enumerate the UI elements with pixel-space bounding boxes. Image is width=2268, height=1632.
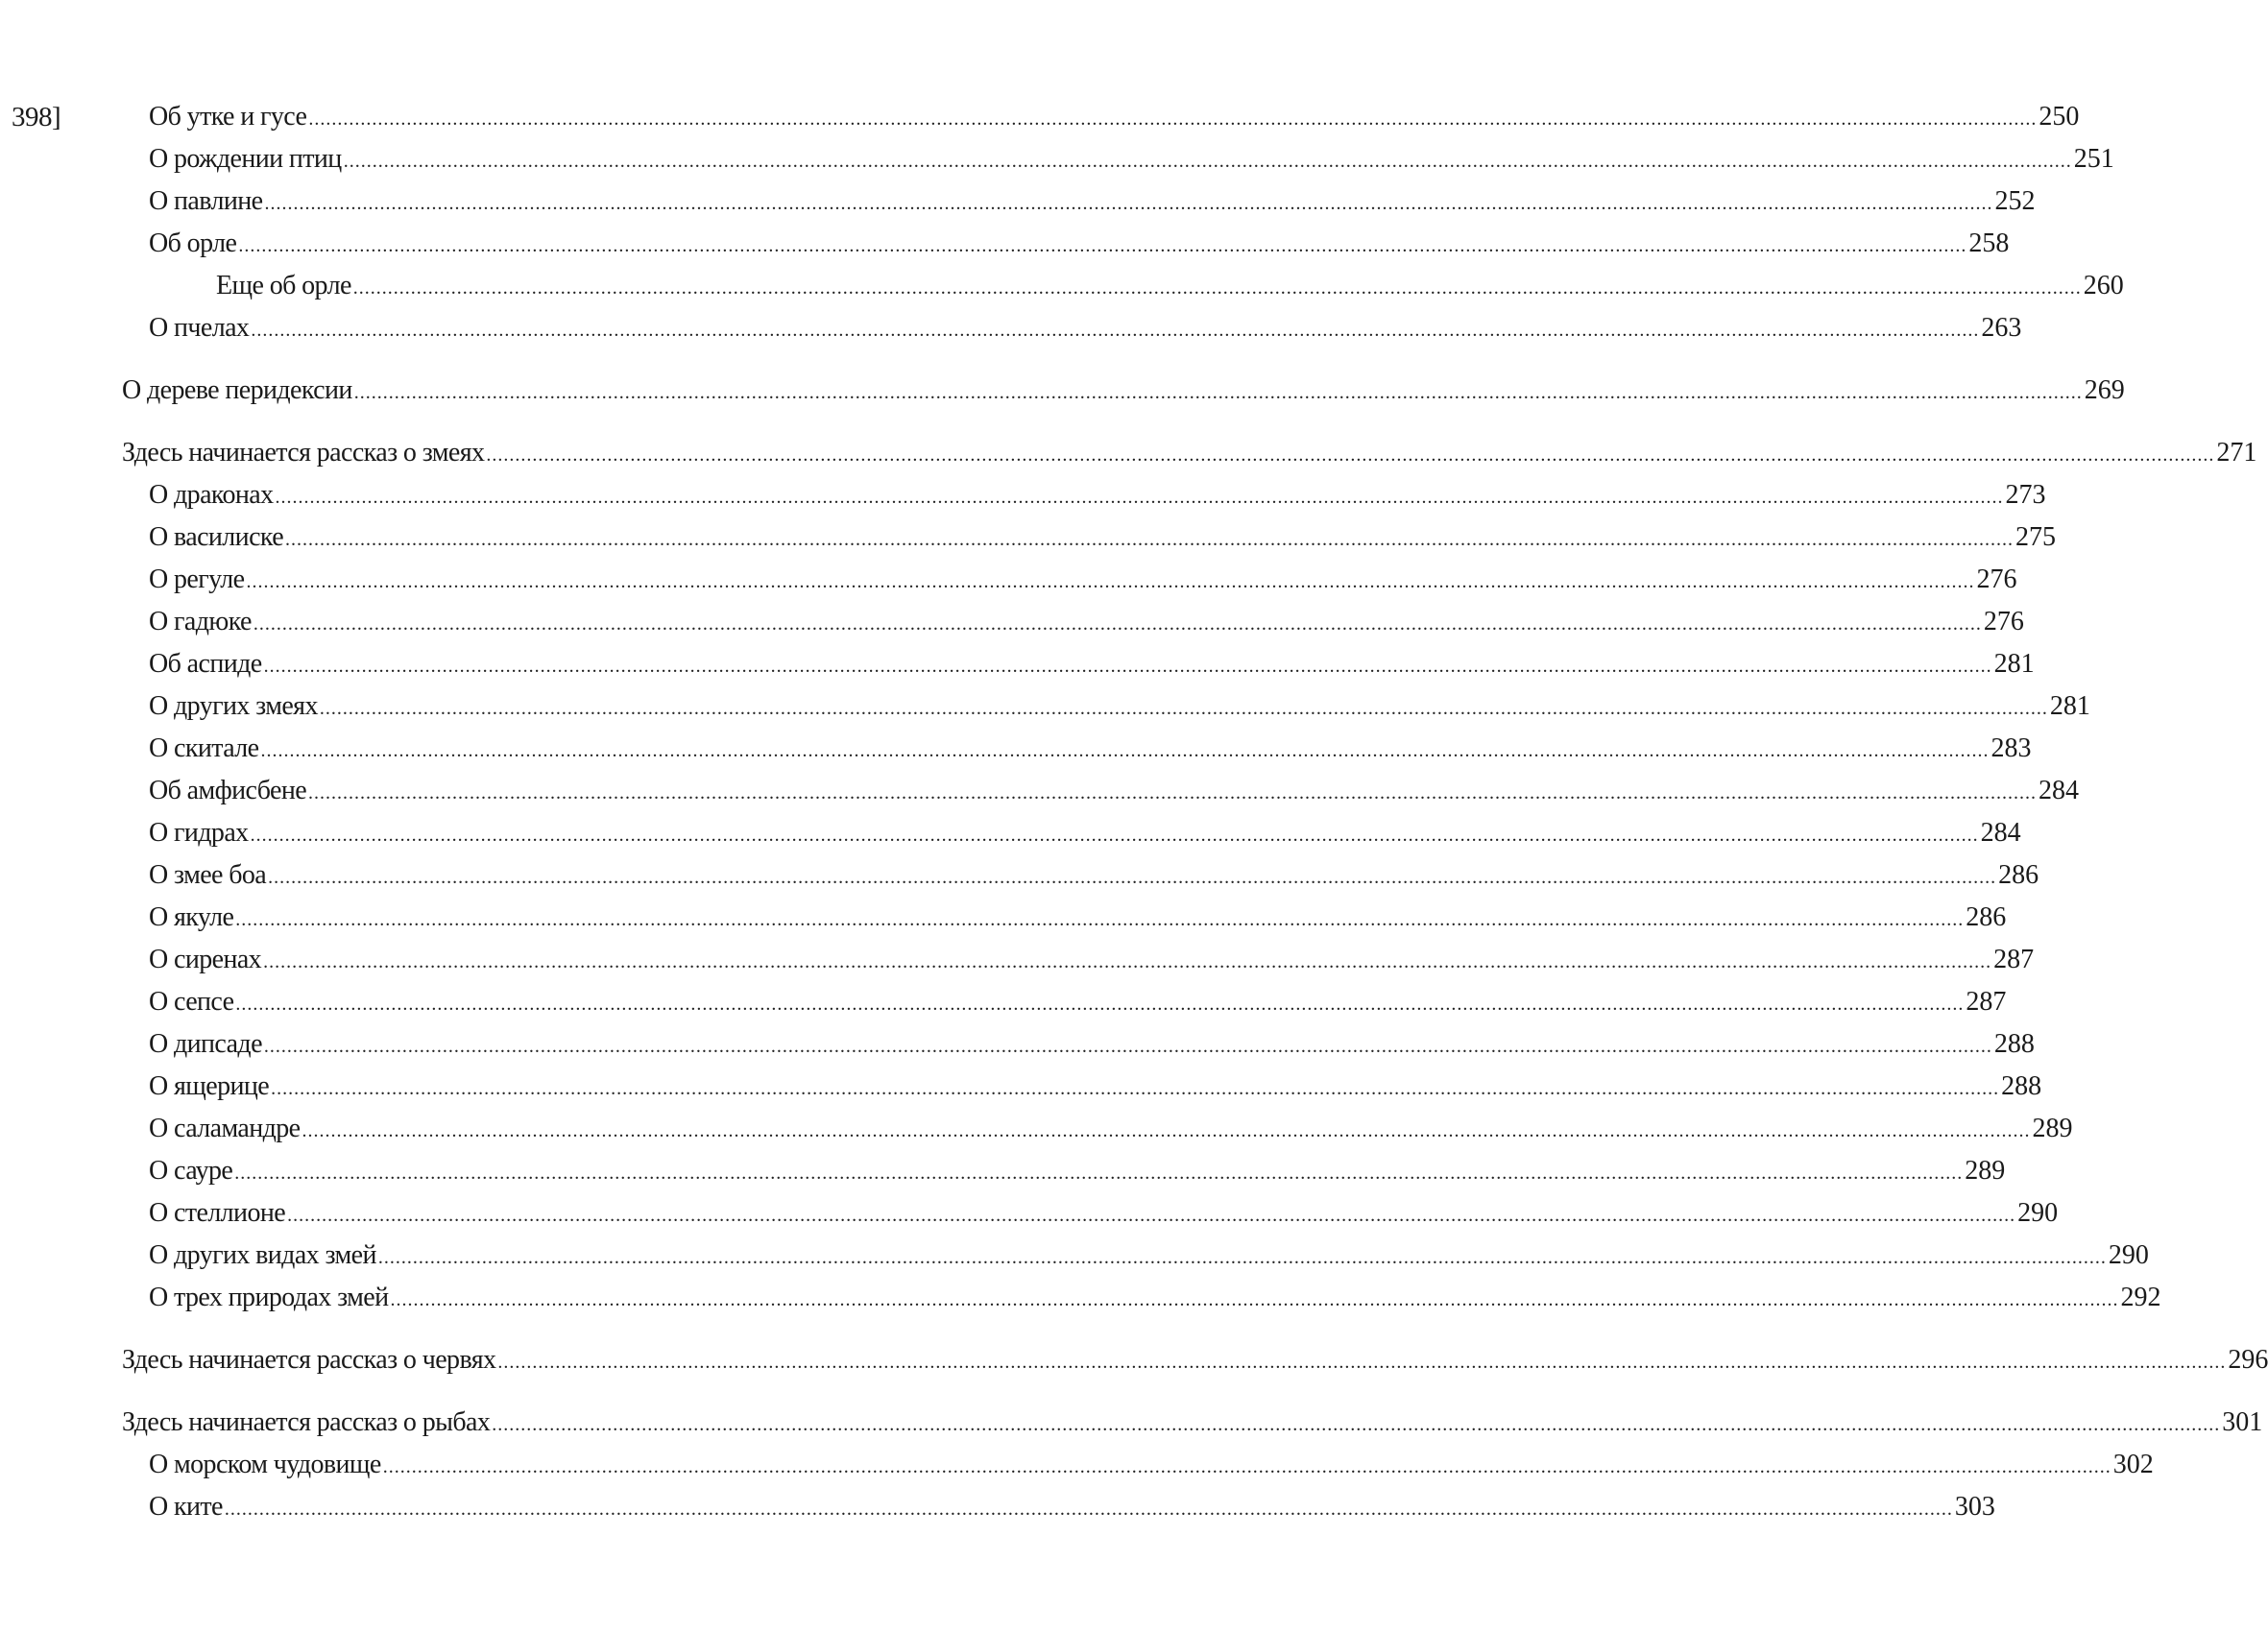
- dot-leader: ............................................................................................................................................................................................................................................................................................................: [250, 825, 1979, 846]
- toc-entry: [122, 733, 2032, 776]
- toc-entry-title: О сепсе: [149, 987, 234, 1017]
- dot-leader: ............................................................................................................................................................................................................................................................................................................: [382, 1456, 2111, 1477]
- toc-entry-title: О павлине: [149, 186, 263, 216]
- toc-entry-page: 281: [2049, 691, 2090, 721]
- dot-leader: ............................................................................................................................................................................................................................................................................................................: [263, 656, 1992, 677]
- toc-entry-title: О ките: [149, 1492, 223, 1522]
- toc-entry-page: 288: [1993, 1029, 2035, 1059]
- toc-entry-page: 287: [1993, 945, 2035, 974]
- toc-entry-page: 292: [2120, 1283, 2161, 1312]
- table-of-contents: [122, 102, 2268, 1534]
- dot-leader: ............................................................................................................................................................................................................................................................................................................: [377, 1247, 2107, 1268]
- toc-entry-page: 276: [1976, 564, 2017, 594]
- toc-entry: [122, 902, 2007, 945]
- dot-leader: ............................................................................................................................................................................................................................................................................................................: [264, 193, 1993, 214]
- dot-leader: ............................................................................................................................................................................................................................................................................................................: [251, 320, 1980, 341]
- toc-entry-title: Здесь начинается рассказ о червях: [122, 1345, 496, 1375]
- dot-leader: ............................................................................................................................................................................................................................................................................................................: [263, 951, 1992, 972]
- dot-leader: ............................................................................................................................................................................................................................................................................................................: [352, 277, 2082, 299]
- toc-entry-page: 301: [2222, 1407, 2263, 1437]
- toc-entry-page: 276: [1983, 607, 2024, 636]
- dot-leader: ............................................................................................................................................................................................................................................................................................................: [302, 1120, 2031, 1141]
- toc-entry-title: О морском чудовище: [149, 1450, 381, 1479]
- toc-entry-title: Об амфисбене: [149, 776, 307, 805]
- toc-entry: [122, 564, 2017, 607]
- toc-entry-title: О сауре: [149, 1156, 233, 1186]
- dot-leader: ............................................................................................................................................................................................................................................................................................................: [390, 1289, 2119, 1310]
- toc-entry-title: О ящерице: [149, 1071, 270, 1101]
- toc-entry: [122, 102, 2080, 144]
- dot-leader: ............................................................................................................................................................................................................................................................................................................: [319, 698, 2048, 719]
- toc-entry-page: 271: [2216, 438, 2257, 468]
- dot-leader: ............................................................................................................................................................................................................................................................................................................: [271, 1078, 2000, 1099]
- toc-entry: [122, 1407, 2263, 1450]
- toc-entry: [122, 776, 2080, 818]
- toc-entry-title: Об орле: [149, 228, 237, 258]
- toc-entry: [122, 228, 2010, 271]
- toc-entry-page: 287: [1966, 987, 2007, 1017]
- toc-entry-page: 281: [1993, 649, 2035, 679]
- page-number: 398]: [12, 102, 61, 132]
- toc-entry-page: 289: [1965, 1156, 2006, 1186]
- toc-entry: [122, 1114, 2073, 1156]
- toc-entry: [122, 691, 2090, 733]
- toc-entry-page: 251: [2073, 144, 2114, 174]
- toc-entry: [122, 1345, 2268, 1387]
- toc-entry-title: О дереве перидексии: [122, 375, 352, 405]
- toc-entry-page: 286: [1966, 902, 2007, 932]
- toc-entry: [122, 860, 2039, 902]
- toc-entry: [122, 607, 2024, 649]
- toc-entry: [122, 186, 2036, 228]
- toc-entry-page: 283: [1991, 733, 2032, 763]
- toc-entry-title: О пчелах: [149, 313, 250, 343]
- dot-leader: ............................................................................................................................................................................................................................................................................................................: [246, 571, 1975, 592]
- toc-entry-page: 252: [1994, 186, 2036, 216]
- dot-leader: ............................................................................................................................................................................................................................................................................................................: [343, 151, 2072, 172]
- dot-leader: ............................................................................................................................................................................................................................................................................................................: [235, 994, 1965, 1015]
- toc-entry-title: Об утке и гусе: [149, 102, 307, 132]
- toc-entry-title: О стеллионе: [149, 1198, 286, 1228]
- dot-leader: ............................................................................................................................................................................................................................................................................................................: [308, 108, 2038, 130]
- toc-entry: [122, 1198, 2059, 1240]
- dot-leader: ............................................................................................................................................................................................................................................................................................................: [268, 867, 1997, 888]
- toc-entry-title: О змее боа: [149, 860, 267, 890]
- dot-leader: ............................................................................................................................................................................................................................................................................................................: [234, 1163, 1964, 1184]
- toc-entry-page: 290: [2108, 1240, 2149, 1270]
- toc-entry: [122, 144, 2114, 186]
- toc-entry-title: О регуле: [149, 564, 245, 594]
- toc-entry-title: О других змеях: [149, 691, 318, 721]
- toc-entry-title: Здесь начинается рассказ о змеях: [122, 438, 485, 468]
- toc-entry-title: О саламандре: [149, 1114, 301, 1143]
- dot-leader: ............................................................................................................................................................................................................................................................................................................: [235, 909, 1965, 930]
- toc-entry: [122, 1240, 2149, 1283]
- toc-entry: [122, 1156, 2006, 1198]
- toc-entry-page: 290: [2017, 1198, 2059, 1228]
- dot-leader: ............................................................................................................................................................................................................................................................................................................: [486, 444, 2215, 466]
- toc-entry-page: 284: [2039, 776, 2080, 805]
- toc-entry: [122, 271, 2124, 313]
- dot-leader: ............................................................................................................................................................................................................................................................................................................: [287, 1205, 2016, 1226]
- toc-entry-page: 284: [1980, 818, 2021, 848]
- toc-entry-title: Об аспиде: [149, 649, 262, 679]
- toc-entry-page: 250: [2039, 102, 2080, 132]
- toc-entry-page: 263: [1981, 313, 2022, 343]
- toc-entry-page: 275: [2015, 522, 2057, 552]
- toc-entry-title: О скитале: [149, 733, 259, 763]
- toc-entry-page: 303: [1954, 1492, 1995, 1522]
- toc-entry-title: Здесь начинается рассказ о рыбах: [122, 1407, 491, 1437]
- dot-leader: ............................................................................................................................................................................................................................................................................................................: [308, 782, 2038, 804]
- toc-entry: [122, 818, 2021, 860]
- toc-entry-title: О гадюке: [149, 607, 252, 636]
- toc-entry-page: 288: [2001, 1071, 2042, 1101]
- toc-entry: [122, 1450, 2154, 1492]
- toc-entry: [122, 375, 2125, 418]
- dot-leader: ............................................................................................................................................................................................................................................................................................................: [224, 1499, 1953, 1520]
- toc-entry-title: О дипсаде: [149, 1029, 262, 1059]
- dot-leader: ............................................................................................................................................................................................................................................................................................................: [285, 529, 2015, 550]
- toc-entry-page: 258: [1968, 228, 2010, 258]
- toc-entry: [122, 313, 2022, 355]
- toc-entry-title: О гидрах: [149, 818, 249, 848]
- dot-leader: ............................................................................................................................................................................................................................................................................................................: [263, 1036, 1992, 1057]
- dot-leader: ............................................................................................................................................................................................................................................................................................................: [497, 1352, 2227, 1373]
- toc-entry-title: О драконах: [149, 480, 274, 510]
- toc-entry: [122, 480, 2046, 522]
- toc-entry-page: 286: [1998, 860, 2039, 890]
- dot-leader: ............................................................................................................................................................................................................................................................................................................: [492, 1414, 2221, 1435]
- dot-leader: ............................................................................................................................................................................................................................................................................................................: [260, 740, 1990, 761]
- dot-leader: ............................................................................................................................................................................................................................................................................................................: [238, 235, 1967, 256]
- toc-entry-title: О рождении птиц: [149, 144, 342, 174]
- toc-entry-page: 302: [2112, 1450, 2154, 1479]
- toc-entry: [122, 1283, 2161, 1325]
- toc-entry: [122, 522, 2057, 564]
- toc-entry: [122, 1492, 1995, 1534]
- toc-entry-page: 273: [2005, 480, 2046, 510]
- toc-entry-title: О сиренах: [149, 945, 262, 974]
- toc-entry: [122, 1029, 2035, 1071]
- dot-leader: ............................................................................................................................................................................................................................................................................................................: [253, 613, 1982, 635]
- toc-entry: [122, 1071, 2042, 1114]
- toc-entry-page: 289: [2032, 1114, 2073, 1143]
- dot-leader: ............................................................................................................................................................................................................................................................................................................: [353, 382, 2083, 403]
- toc-entry: [122, 987, 2007, 1029]
- toc-entry: [122, 649, 2035, 691]
- toc-entry-title: О других видах змей: [149, 1240, 376, 1270]
- toc-entry-title: О василиске: [149, 522, 284, 552]
- toc-entry-page: 260: [2083, 271, 2124, 300]
- dot-leader: ............................................................................................................................................................................................................................................................................................................: [275, 487, 2004, 508]
- toc-entry-title: Еще об орле: [216, 271, 351, 300]
- toc-entry: [122, 438, 2257, 480]
- toc-entry: [122, 945, 2035, 987]
- toc-entry-page: 269: [2084, 375, 2125, 405]
- toc-entry-title: О трех природах змей: [149, 1283, 389, 1312]
- toc-entry-page: 296: [2228, 1345, 2268, 1375]
- toc-entry-title: О якуле: [149, 902, 234, 932]
